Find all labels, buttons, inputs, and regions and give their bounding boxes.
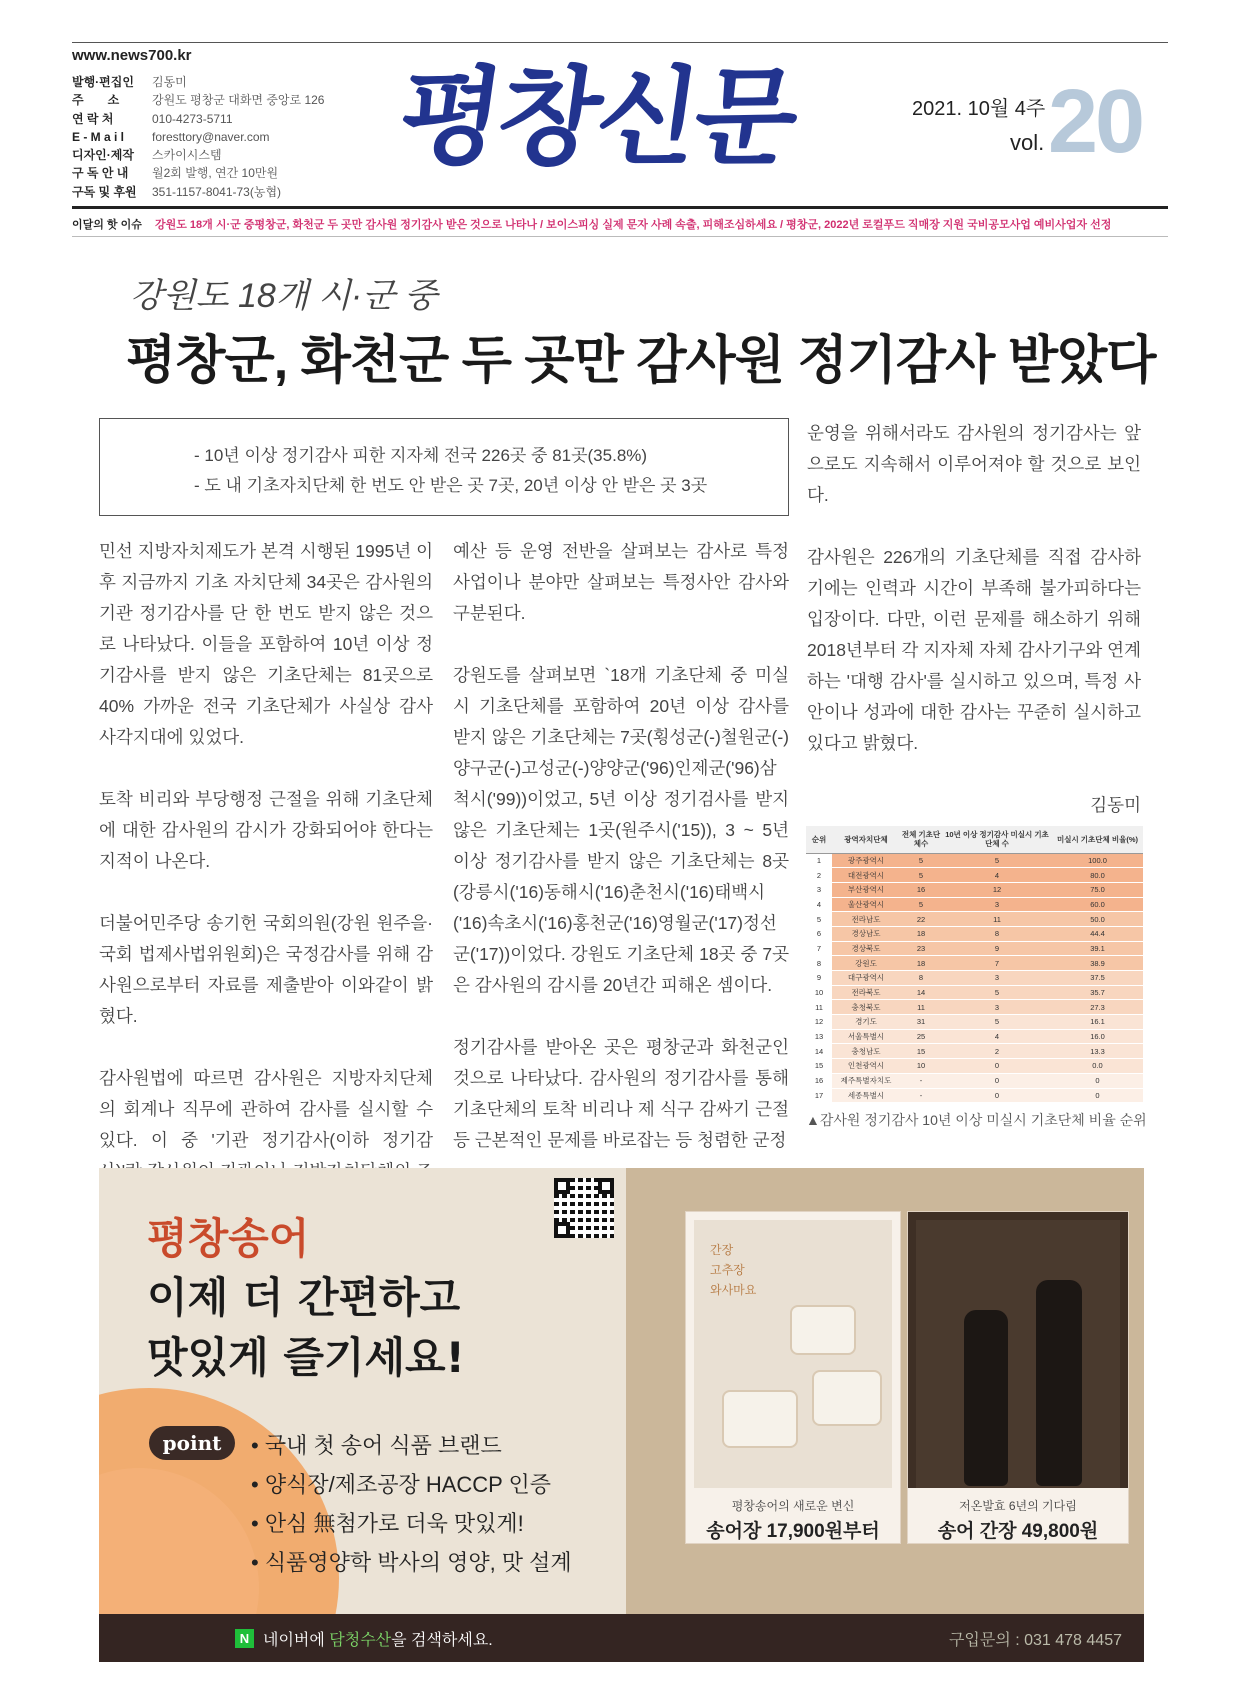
table-cell: 3: [806, 882, 832, 897]
article-paragraph: 운영을 위해서라도 감사원의 정기감사는 앞으로도 지속해서 이루어져야 할 것으로 보인다.: [807, 423, 1141, 505]
table-cell: -: [900, 1073, 942, 1088]
hot-issue-text[interactable]: 강원도 18개 시·군 중평창군, 화천군 두 곳만 감사원 정기감사 받은 것으로 나타나 / 보이스피싱 실제 문자 사례 속출, 피해조심하세요 / 평창군, 2022년 로컬푸드 직매장 지원 국비공모사업 예비사업자 선정: [155, 219, 1112, 231]
pubinfo-value: 강원도 평창군 대화면 중앙로 126: [152, 93, 325, 108]
table-cell: 5: [942, 853, 1052, 868]
table-row: [806, 971, 1143, 986]
article-paragraph: 민선 지방자치제도가 본격 시행된 1995년 이후 지금까지 기초 자치단체 34곳은 감사원의 기관 정기감사를 단 한 번도 받지 않은 것으로 나타났다. 이들을 포함하여 10년 이상 정기감사를 받지 않은 기초단체는 81곳으로 40% 가까운 전국 기초단체가 사실상 감사 사각지대에 있었다.: [99, 541, 433, 747]
table-header-cell: 광역자치단체: [832, 826, 900, 853]
table-row: [806, 1073, 1143, 1088]
product-card-footer: [908, 1488, 1128, 1543]
table-cell: 5: [942, 1015, 1052, 1030]
pubinfo-value: 351-1157-8041-73(농협): [152, 184, 282, 199]
pubinfo-key: 발행·편집인: [72, 75, 134, 89]
qr-corner: [598, 1178, 614, 1194]
table-cell: 2: [806, 868, 832, 883]
table-cell: 18: [900, 926, 942, 941]
table-row: [806, 1015, 1143, 1030]
article-byline: 김동미: [1090, 795, 1141, 815]
advertisement[interactable]: [99, 1168, 1144, 1662]
table-cell: 11: [942, 912, 1052, 927]
table-cell: 전라북도: [832, 985, 900, 1000]
article-kicker: 강원도 18개 시·군 중: [130, 277, 438, 315]
table-cell: 75.0: [1052, 882, 1143, 897]
table-row: [806, 897, 1143, 912]
table-cell: 16: [900, 882, 942, 897]
pubinfo-value: 010-4273-5711: [152, 111, 233, 126]
table-row: [806, 985, 1143, 1000]
table-cell: 대전광역시: [832, 868, 900, 883]
table-cell: 5: [900, 853, 942, 868]
pubinfo-value: 김동미: [152, 75, 187, 89]
table-cell: 14: [806, 1044, 832, 1059]
ad-bullet-list: [251, 1426, 572, 1582]
table-cell: 27.3: [1052, 1000, 1143, 1015]
pubinfo-value: 월2회 발행, 연간 10만원: [152, 166, 279, 181]
table-cell: 경기도: [832, 1015, 900, 1030]
table-cell: 3: [942, 971, 1052, 986]
article-headline: 평창군, 화천군 두 곳만 감사원 정기감사 받았다: [126, 332, 1156, 390]
table-row: [806, 941, 1143, 956]
issue-number: 20: [1048, 72, 1143, 172]
table-cell: 8: [900, 971, 942, 986]
qr-corner: [554, 1178, 570, 1194]
product-image: [916, 1220, 1120, 1488]
table-cell: 부산광역시: [832, 882, 900, 897]
pubinfo-key: 구독 및 후원: [72, 184, 137, 199]
table-cell: 2: [942, 1044, 1052, 1059]
article-column-1: [99, 536, 433, 1249]
table-cell: 울산광역시: [832, 897, 900, 912]
article-column-2: [453, 536, 789, 1187]
table-cell: 18: [900, 956, 942, 971]
table-row: [806, 926, 1143, 941]
article-paragraph: 강원도를 살펴보면 `18개 기초단체 중 미실시 기초단체를 포함하여 20년 이상 감사를 받지 않은 기초단체는 7곳(횡성군(-)철원군(-)양구군(-)고성군(-)양양군('96)인제군('96)삼척시('99))이었고, 5년 이상 정기검사를 받지 않은 기초단체는 1곳(원주시('15)), 3 ~ 5년 이상 정기감사를 받지 않은 기초단체는 8곳(강릉시('16)동해시('16)춘천시('16)태백시('16)속초시('16)홍천군('16)영월군('17)정선군('17))이었다. 강원도 기초단체 18곳 중 7곳은 감사원의 감시를 20년간 피해온 셈이다.: [453, 665, 789, 995]
table-cell: 제주특별자치도: [832, 1073, 900, 1088]
table-cell: 16.0: [1052, 1029, 1143, 1044]
product-card-soy-sauce[interactable]: [907, 1211, 1129, 1544]
flavor-label: 와사마요: [710, 1283, 757, 1297]
issue-date: 2021. 10월 4주: [912, 98, 1046, 120]
table-cell: 4: [806, 897, 832, 912]
newspaper-logo: 평창신문: [391, 54, 803, 179]
product-subtitle: 저온발효 6년의 기다림: [959, 1499, 1077, 1513]
table-cell: 8: [942, 926, 1052, 941]
article-paragraph: 감사원은 226개의 기초단체를 직접 감사하기에는 인력과 시간이 부족해 불가피하다는 입장이다. 다만, 이런 문제를 해소하기 위해 2018년부터 각 지자체 자체 감사기구와 연계하는 '대행 감사'를 실시하고 있으며, 특정 사안이나 성과에 대한 감사는 꾸준히 실시하고 있다고 밝혔다.: [807, 547, 1141, 753]
table-cell: 1: [806, 853, 832, 868]
table-header-cell: 10년 이상 정기감사 미실시 기초단체 수: [942, 826, 1052, 853]
table-cell: 4: [942, 1029, 1052, 1044]
pubinfo-row: [72, 128, 324, 146]
table-cell: 0: [942, 1088, 1052, 1103]
table-cell: 23: [900, 941, 942, 956]
pubinfo-key: 주 소: [72, 93, 120, 108]
ad-slogan: [147, 1268, 465, 1388]
article-column-3: [807, 418, 1141, 852]
table-row: [806, 853, 1143, 868]
pubinfo-key: E - M a i l: [72, 129, 125, 144]
table-cell: 35.7: [1052, 985, 1143, 1000]
table-cell: 50.0: [1052, 912, 1143, 927]
table-cell: 광주광역시: [832, 853, 900, 868]
ad-search-prompt[interactable]: [263, 1627, 493, 1650]
table-cell: 9: [942, 941, 1052, 956]
table-row: [806, 1000, 1143, 1015]
product-title: 송어장 17,900원부터: [706, 1521, 880, 1542]
table-cell: 100.0: [1052, 853, 1143, 868]
bottle-icon: [1036, 1280, 1082, 1486]
pubinfo-row: [72, 91, 324, 109]
table-row: [806, 868, 1143, 883]
table-row: [806, 956, 1143, 971]
summary-line: - 도 내 기초자치단체 한 번도 안 받은 곳 7곳, 20년 이상 안 받은 곳 3곳: [194, 476, 708, 495]
table-cell: 14: [900, 985, 942, 1000]
ad-bullet: • 식품영양학 박사의 영양, 맛 설계: [251, 1543, 572, 1582]
hot-issue-label: 이달의 핫 이슈: [72, 219, 142, 231]
ad-bullet: • 양식장/제조공장 HACCP 인증: [251, 1465, 572, 1504]
summary-line: - 10년 이상 정기감사 피한 지자체 전국 226곳 중 81곳(35.8%): [194, 446, 648, 465]
table-cell: 17: [806, 1088, 832, 1103]
article-paragraph: 감사원법에 따르면 감사원은 지방자치단체의 회계나 직무에 관하여 감사를 실시할 수 있다. 이 중 '기관 정기감사(이하 정기감: [99, 1068, 433, 1150]
table-row: [806, 882, 1143, 897]
ad-brand: 평창송어: [147, 1214, 310, 1263]
table-cell: 0.0: [1052, 1059, 1143, 1074]
ad-slogan-line: 이제 더 간편하고: [147, 1273, 461, 1322]
table-cell: 7: [806, 941, 832, 956]
table-cell: 5: [900, 897, 942, 912]
table-cell: 37.5: [1052, 971, 1143, 986]
table-cell: 31: [900, 1015, 942, 1030]
jar-icon: [722, 1390, 798, 1448]
article-paragraph: 토착 비리와 부당행정 근절을 위해 기초단체에 대한 감사원의 감시가 강화되어야 한다는 지적이 나온다.: [99, 789, 433, 871]
table-header-cell: 순위: [806, 826, 832, 853]
article-paragraph: 정기감사를 받아온 곳은 평창군과 화천군인 것으로 나타났다. 감사원의 정기감사를 통해 기초단체의 토착 비리나 제 식구 감싸기 근절 등 근본적인 문제를 바로잡는 등 청렴한 군정: [453, 1037, 789, 1150]
product-title: 송어 간장 49,800원: [937, 1521, 1099, 1542]
table-cell: 0: [942, 1073, 1052, 1088]
pubinfo-key: 구 독 안 내: [72, 166, 129, 181]
masthead-rule: [72, 206, 1168, 209]
flavor-label: 간장: [710, 1243, 734, 1257]
table-cell: 60.0: [1052, 897, 1143, 912]
hot-issue-rule: [72, 236, 1168, 237]
table-cell: 15: [900, 1044, 942, 1059]
pubinfo-row: [72, 183, 324, 201]
pubinfo-row: [72, 146, 324, 164]
search-keyword: 담청수산: [329, 1632, 392, 1649]
ad-bullet: • 국내 첫 송어 식품 브랜드: [251, 1426, 572, 1465]
table-cell: 8: [806, 956, 832, 971]
table-cell: 16.1: [1052, 1015, 1143, 1030]
jar-icon: [790, 1305, 856, 1355]
table-header-cell: 전체 기초단체수: [900, 826, 942, 853]
table-cell: -: [900, 1088, 942, 1103]
jar-icon: [812, 1370, 882, 1426]
table-cell: 세종특별시: [832, 1088, 900, 1103]
table-cell: 38.9: [1052, 956, 1143, 971]
table-cell: 80.0: [1052, 868, 1143, 883]
ad-contact: 구입문의 : 031 478 4457: [948, 1632, 1122, 1649]
table-row: [806, 912, 1143, 927]
table-cell: 39.1: [1052, 941, 1143, 956]
issue-vol-label: vol.: [1010, 130, 1045, 155]
table-cell: 10: [806, 985, 832, 1000]
table-cell: 10: [900, 1059, 942, 1074]
table-cell: 0: [1052, 1073, 1143, 1088]
table-cell: 전라남도: [832, 912, 900, 927]
flavor-label: 고추장: [710, 1263, 745, 1277]
table-cell: 충청남도: [832, 1044, 900, 1059]
table-cell: 0: [1052, 1088, 1143, 1103]
pubinfo-row: [72, 73, 324, 91]
bottle-icon: [964, 1310, 1008, 1486]
table-cell: 13.3: [1052, 1044, 1143, 1059]
pubinfo-value: 스카이시스템: [152, 148, 222, 163]
search-suffix: 을 검색하세요.: [391, 1632, 493, 1649]
publication-info: [72, 73, 324, 201]
article-summary-box: [99, 418, 789, 516]
product-card-songeojang[interactable]: [685, 1211, 901, 1544]
table-row: [806, 1088, 1143, 1103]
table-cell: 12: [806, 1015, 832, 1030]
table-cell: 인천광역시: [832, 1059, 900, 1074]
table-cell: 7: [942, 956, 1052, 971]
pubinfo-key: 디자인·제작: [72, 148, 134, 163]
table-cell: 22: [900, 912, 942, 927]
table-cell: 0: [942, 1059, 1052, 1074]
pubinfo-row: [72, 164, 324, 182]
table-header-row: [806, 826, 1143, 853]
table-cell: 11: [806, 1000, 832, 1015]
table-cell: 25: [900, 1029, 942, 1044]
table-cell: 4: [942, 868, 1052, 883]
table-cell: 44.4: [1052, 926, 1143, 941]
ad-slogan-line: 맛있게 즐기세요!: [147, 1333, 465, 1382]
table-cell: 경상남도: [832, 926, 900, 941]
table-cell: 6: [806, 926, 832, 941]
table-row: [806, 1044, 1143, 1059]
table-header-cell: 미실시 기초단체 비율(%): [1052, 826, 1143, 853]
table-cell: 강원도: [832, 956, 900, 971]
qr-corner: [554, 1222, 570, 1238]
naver-logo-icon: N: [235, 1629, 254, 1648]
article-paragraph: 더불어민주당 송기헌 국회의원(강원 원주을·국회 법제사법위원회)은 국정감사를 위해 감사원으로부터 자료를 제출받아 이와같이 밝혔다.: [99, 913, 433, 1026]
table-cell: 12: [942, 882, 1052, 897]
site-url[interactable]: www.news700.kr: [72, 47, 192, 64]
search-prefix: 네이버에: [263, 1632, 330, 1649]
table-cell: 5: [942, 985, 1052, 1000]
table-cell: 13: [806, 1029, 832, 1044]
qr-code-icon[interactable]: [554, 1178, 614, 1238]
table-cell: 11: [900, 1000, 942, 1015]
product-subtitle: 평창송어의 새로운 변신: [731, 1499, 855, 1513]
table-cell: 5: [806, 912, 832, 927]
table-cell: 경상북도: [832, 941, 900, 956]
pubinfo-row: [72, 110, 324, 128]
product-image: [694, 1220, 892, 1488]
table-cell: 서울특별시: [832, 1029, 900, 1044]
ad-bullet: • 안심 無첨가로 더욱 맛있게!: [251, 1504, 572, 1543]
flavor-list: [710, 1240, 756, 1300]
table-cell: 15: [806, 1059, 832, 1074]
table-row: [806, 1059, 1143, 1074]
table-row: [806, 1029, 1143, 1044]
table-cell: 16: [806, 1073, 832, 1088]
pubinfo-email[interactable]: foresttory@naver.com: [152, 129, 270, 144]
table-cell: 충청북도: [832, 1000, 900, 1015]
table-caption: ▲감사원 정기감사 10년 이상 미실시 기초단체 비율 순위: [806, 1112, 1147, 1128]
table-cell: 9: [806, 971, 832, 986]
table-cell: 3: [942, 897, 1052, 912]
audit-ranking-table: [806, 826, 1143, 1103]
article-paragraph: 예산 등 운영 전반을 살펴보는 감사로 특정 사업이나 분야만 살펴보는 특정사안 감사와 구분된다.: [453, 541, 789, 623]
table-body: [806, 853, 1143, 1103]
table-cell: 3: [942, 1000, 1052, 1015]
table-cell: 5: [900, 868, 942, 883]
table-cell: 대구광역시: [832, 971, 900, 986]
ad-footer-bar: [99, 1614, 1144, 1662]
top-rule: [72, 42, 1168, 43]
ad-point-badge: point: [149, 1426, 235, 1460]
pubinfo-key: 연 락 처: [72, 111, 114, 126]
